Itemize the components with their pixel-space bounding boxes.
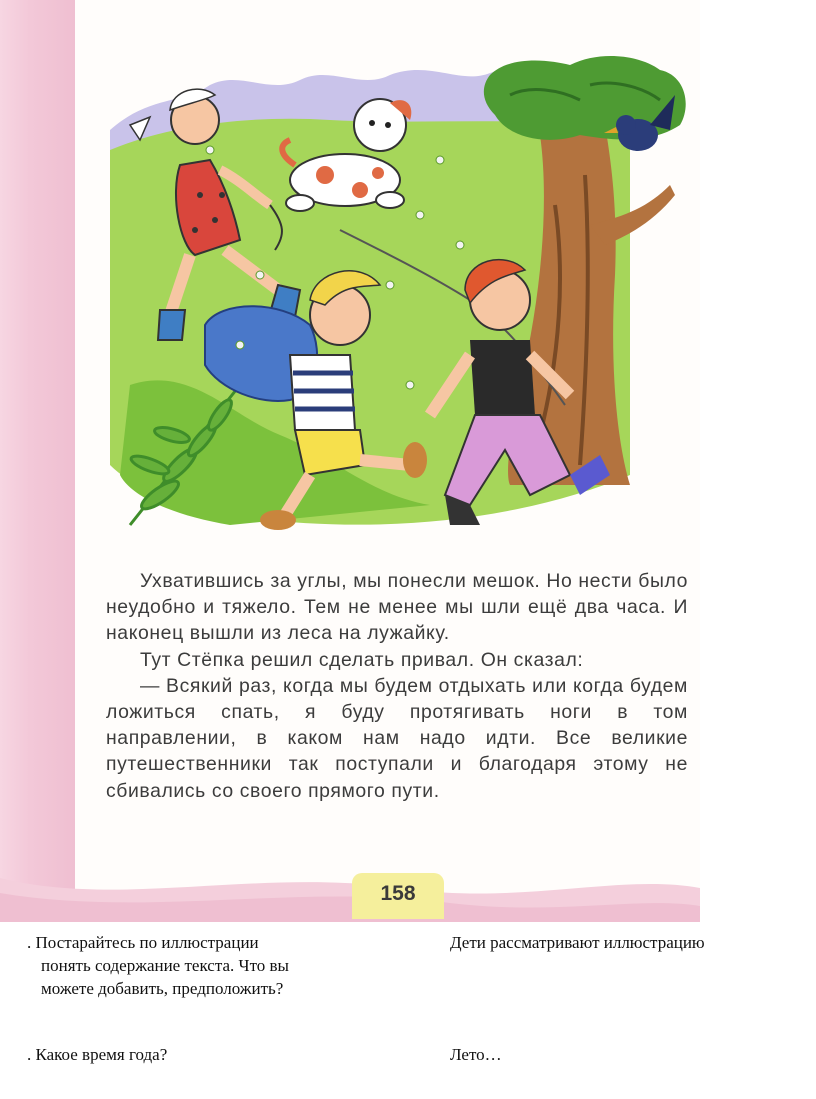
story-paragraph: Ухватившись за углы, мы понесли мешок. Но нести было неудобно и тяжело. Тем не менее мы шли ещё два часа. И наконец вышли из леса на лужайку. xyxy=(106,570,688,645)
story-dialogue: — Всякий раз, когда мы будем отдыхать или когда будем ложиться спать, я буду протягивать ноги в том направлении, в каком нам надо идти. Все великие путешественники так поступали и благодаря этому не сбивались со своего прямого пути. xyxy=(106,674,688,802)
page-bottom-decoration xyxy=(0,868,700,922)
task-question xyxy=(27,931,327,1000)
story-text xyxy=(106,568,688,804)
task-answer: Лето… xyxy=(450,1045,502,1064)
page-number: 158 xyxy=(380,882,416,905)
task-question: . Какое время года? xyxy=(27,1045,168,1064)
story-paragraph: Тут Стёпка решил сделать привал. Он сказал: xyxy=(140,648,584,671)
pink-page-margin xyxy=(0,0,75,922)
task-answer: Дети рассматривают иллюстрацию xyxy=(450,933,705,952)
children-walking-illustration xyxy=(110,55,692,550)
question-line: понять содержание текста. Что вы можете добавить, предположить? xyxy=(41,956,289,998)
page-number-tab xyxy=(352,873,444,919)
question-line: . Постарайтесь по иллюстрации xyxy=(27,933,259,952)
